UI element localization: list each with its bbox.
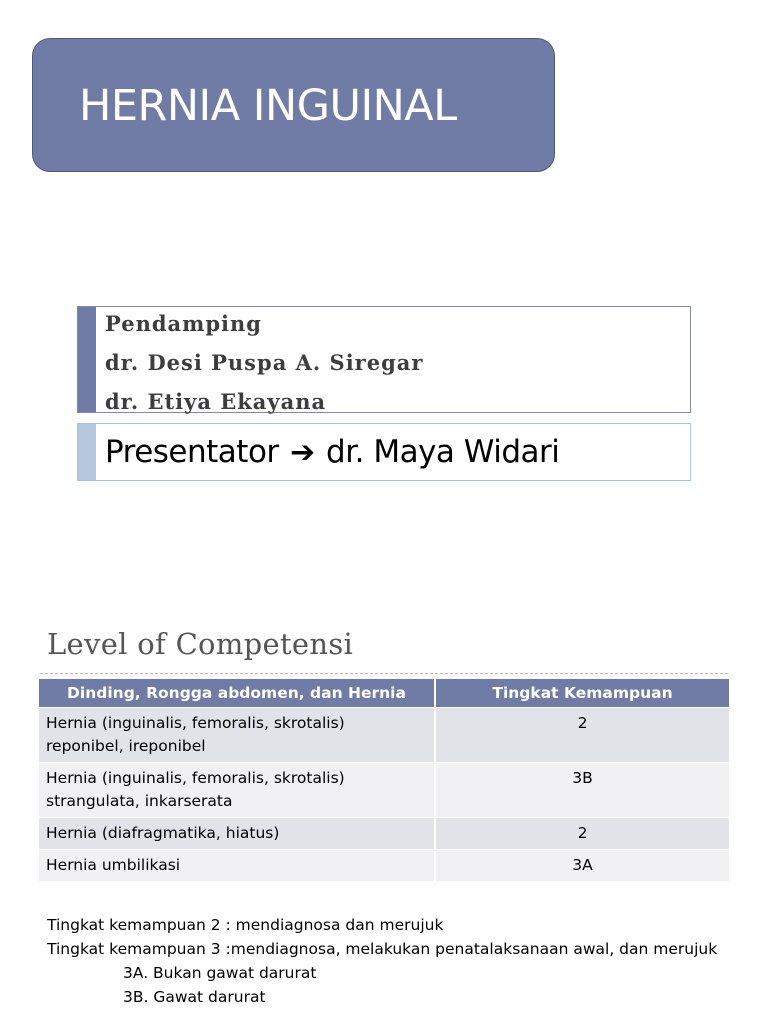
table-cell-level: 3A [435, 850, 729, 882]
table-row [39, 763, 729, 818]
table-row [39, 818, 729, 850]
title-banner [32, 38, 555, 172]
pendamping-name: dr. Desi Puspa A. Siregar [105, 350, 424, 375]
presentator-label: Presentator [105, 434, 279, 470]
arrow-right-icon: ➔ [290, 435, 315, 470]
presentator-name: dr. Maya Widari [326, 434, 560, 470]
competency-table [39, 679, 729, 881]
table-cell-level: 2 [435, 818, 729, 850]
table-header-row [39, 679, 729, 708]
note-subline: 3B. Gawat darurat [123, 988, 266, 1006]
section-divider [40, 673, 728, 674]
notes-block [47, 913, 717, 1009]
column-header: Tingkat Kemampuan [435, 679, 729, 708]
presentator-accent-bar [78, 424, 96, 480]
table-cell-level: 2 [435, 708, 729, 763]
slide-title: HERNIA INGUINAL [79, 81, 457, 131]
table-cell-name: Hernia umbilikasi [39, 850, 435, 882]
pendamping-name: dr. Etiya Ekayana [105, 389, 327, 414]
note-line: Tingkat kemampuan 3 :mendiagnosa, melakukan penatalaksanaan awal, dan merujuk [47, 940, 718, 958]
note-subline: 3A. Bukan gawat darurat [123, 964, 317, 982]
table-cell-name: Hernia (inguinalis, femoralis, skrotalis) strangulata, inkarserata [39, 763, 435, 818]
table-cell-name: Hernia (diafragmatika, hiatus) [39, 818, 435, 850]
pendamping-list [105, 307, 423, 424]
section-title: Level of Competensi [47, 627, 354, 661]
presentator-line [105, 424, 559, 481]
table-row [39, 850, 729, 882]
presentator-box [77, 423, 691, 481]
table-cell-name: Hernia (inguinalis, femoralis, skrotalis) reponibel, ireponibel [39, 708, 435, 763]
pendamping-accent-bar [78, 307, 96, 412]
table-row [39, 708, 729, 763]
table-cell-level: 3B [435, 763, 729, 818]
pendamping-heading: Pendamping [105, 311, 262, 336]
column-header: Dinding, Rongga abdomen, dan Hernia [39, 679, 435, 708]
note-line: Tingkat kemampuan 2 : mendiagnosa dan merujuk [47, 916, 444, 934]
pendamping-box [77, 306, 691, 413]
